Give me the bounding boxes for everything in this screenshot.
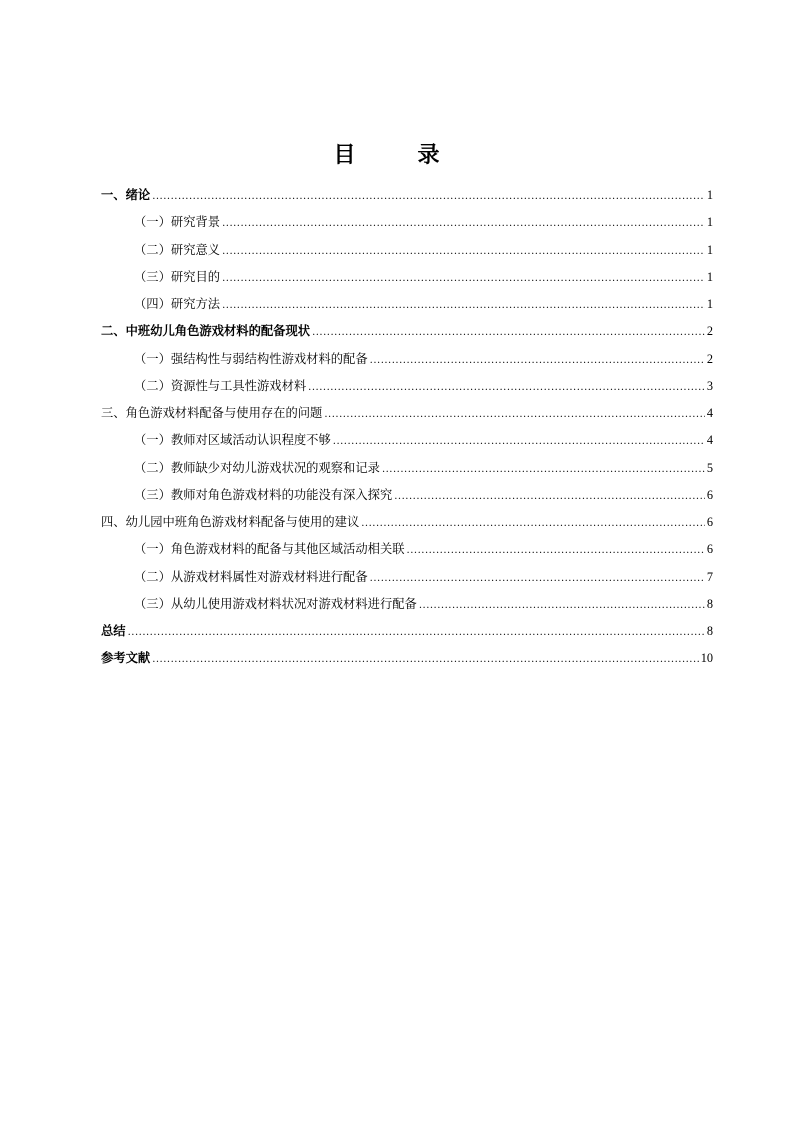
toc-entry-label: （三）教师对角色游戏材料的功能没有深入探究 xyxy=(134,487,393,502)
toc-entry[interactable] xyxy=(101,455,713,482)
dot-leader xyxy=(312,319,705,346)
toc-entry-label: 总结 xyxy=(101,624,126,638)
table-of-contents xyxy=(101,182,713,673)
toc-entry-label: （二）资源性与工具性游戏材料 xyxy=(134,378,307,393)
toc-title: 目 录 xyxy=(333,143,460,168)
toc-entry-label: （二）从游戏材料属性对游戏材料进行配备 xyxy=(134,569,368,584)
dot-leader xyxy=(128,619,705,646)
toc-entry-page-number: 8 xyxy=(706,596,713,611)
dot-leader xyxy=(324,401,704,428)
toc-entry-page-number: 6 xyxy=(706,515,713,529)
dot-leader xyxy=(370,347,705,374)
toc-entry-label: （三）研究目的 xyxy=(134,269,221,284)
toc-entry-page-number: 6 xyxy=(706,487,713,502)
dot-leader xyxy=(222,210,705,237)
dot-leader xyxy=(152,183,705,210)
toc-entry-label: （四）研究方法 xyxy=(134,297,221,311)
toc-entry-label: 一、绪论 xyxy=(101,188,151,202)
toc-entry[interactable] xyxy=(101,427,713,454)
toc-entry[interactable] xyxy=(101,400,713,427)
toc-entry-page-number: 1 xyxy=(706,215,713,230)
toc-entry-label: （一）教师对区域活动认识程度不够 xyxy=(134,433,331,448)
toc-entry-page-number: 2 xyxy=(706,351,713,366)
dot-leader xyxy=(382,456,705,483)
toc-entry[interactable] xyxy=(101,564,713,591)
toc-entry-page-number: 3 xyxy=(706,378,713,393)
toc-entry-page-number: 5 xyxy=(706,460,713,475)
toc-entry-page-number: 8 xyxy=(706,624,713,638)
toc-entry[interactable] xyxy=(101,291,713,318)
dot-leader xyxy=(222,265,705,292)
toc-entry[interactable] xyxy=(101,536,713,563)
toc-entry[interactable] xyxy=(101,346,713,373)
dot-leader xyxy=(419,592,705,619)
toc-entry-label: 四、幼儿园中班角色游戏材料配备与使用的建议 xyxy=(101,515,360,529)
toc-entry-page-number: 2 xyxy=(706,324,713,339)
toc-entry-label: （三）从幼儿使用游戏材料状况对游戏材料进行配备 xyxy=(134,596,417,611)
toc-entry-page-number: 1 xyxy=(706,242,713,257)
dot-leader xyxy=(222,292,705,319)
toc-entry[interactable] xyxy=(101,482,713,509)
toc-entry[interactable] xyxy=(101,264,713,291)
toc-entry-label: 二、中班幼儿角色游戏材料的配备现状 xyxy=(101,324,311,339)
toc-entry-page-number: 1 xyxy=(706,269,713,284)
toc-entry-page-number: 7 xyxy=(706,569,713,584)
toc-entry[interactable] xyxy=(101,509,713,536)
toc-entry-label: 参考文献 xyxy=(101,651,151,666)
toc-entry-page-number: 1 xyxy=(706,188,713,202)
dot-leader xyxy=(152,646,699,673)
toc-entry-page-number: 1 xyxy=(706,297,713,311)
toc-entry-label: （一）强结构性与弱结构性游戏材料的配备 xyxy=(134,351,368,366)
dot-leader xyxy=(394,483,705,510)
toc-entry-label: （一）角色游戏材料的配备与其他区域活动相关联 xyxy=(134,542,405,557)
dot-leader xyxy=(370,565,705,592)
toc-entry-page-number: 10 xyxy=(700,651,713,666)
toc-entry-page-number: 4 xyxy=(706,406,713,420)
toc-entry-label: （一）研究背景 xyxy=(134,215,221,230)
toc-entry[interactable] xyxy=(101,209,713,236)
dot-leader xyxy=(361,510,705,537)
dot-leader xyxy=(407,537,705,564)
toc-entry[interactable] xyxy=(101,645,713,672)
toc-entry[interactable] xyxy=(101,591,713,618)
toc-entry[interactable] xyxy=(101,182,713,209)
toc-entry[interactable] xyxy=(101,618,713,645)
dot-leader xyxy=(222,238,705,265)
dot-leader xyxy=(308,374,705,401)
toc-entry-page-number: 6 xyxy=(706,542,713,557)
toc-entry-label: （二）教师缺少对幼儿游戏状况的观察和记录 xyxy=(134,460,380,475)
toc-entry[interactable] xyxy=(101,237,713,264)
toc-entry[interactable] xyxy=(101,373,713,400)
toc-entry-page-number: 4 xyxy=(706,433,713,448)
dot-leader xyxy=(333,428,705,455)
toc-entry-label: 三、角色游戏材料配备与使用存在的问题 xyxy=(101,406,323,420)
toc-entry[interactable] xyxy=(101,318,713,345)
toc-entry-label: （二）研究意义 xyxy=(134,242,221,257)
